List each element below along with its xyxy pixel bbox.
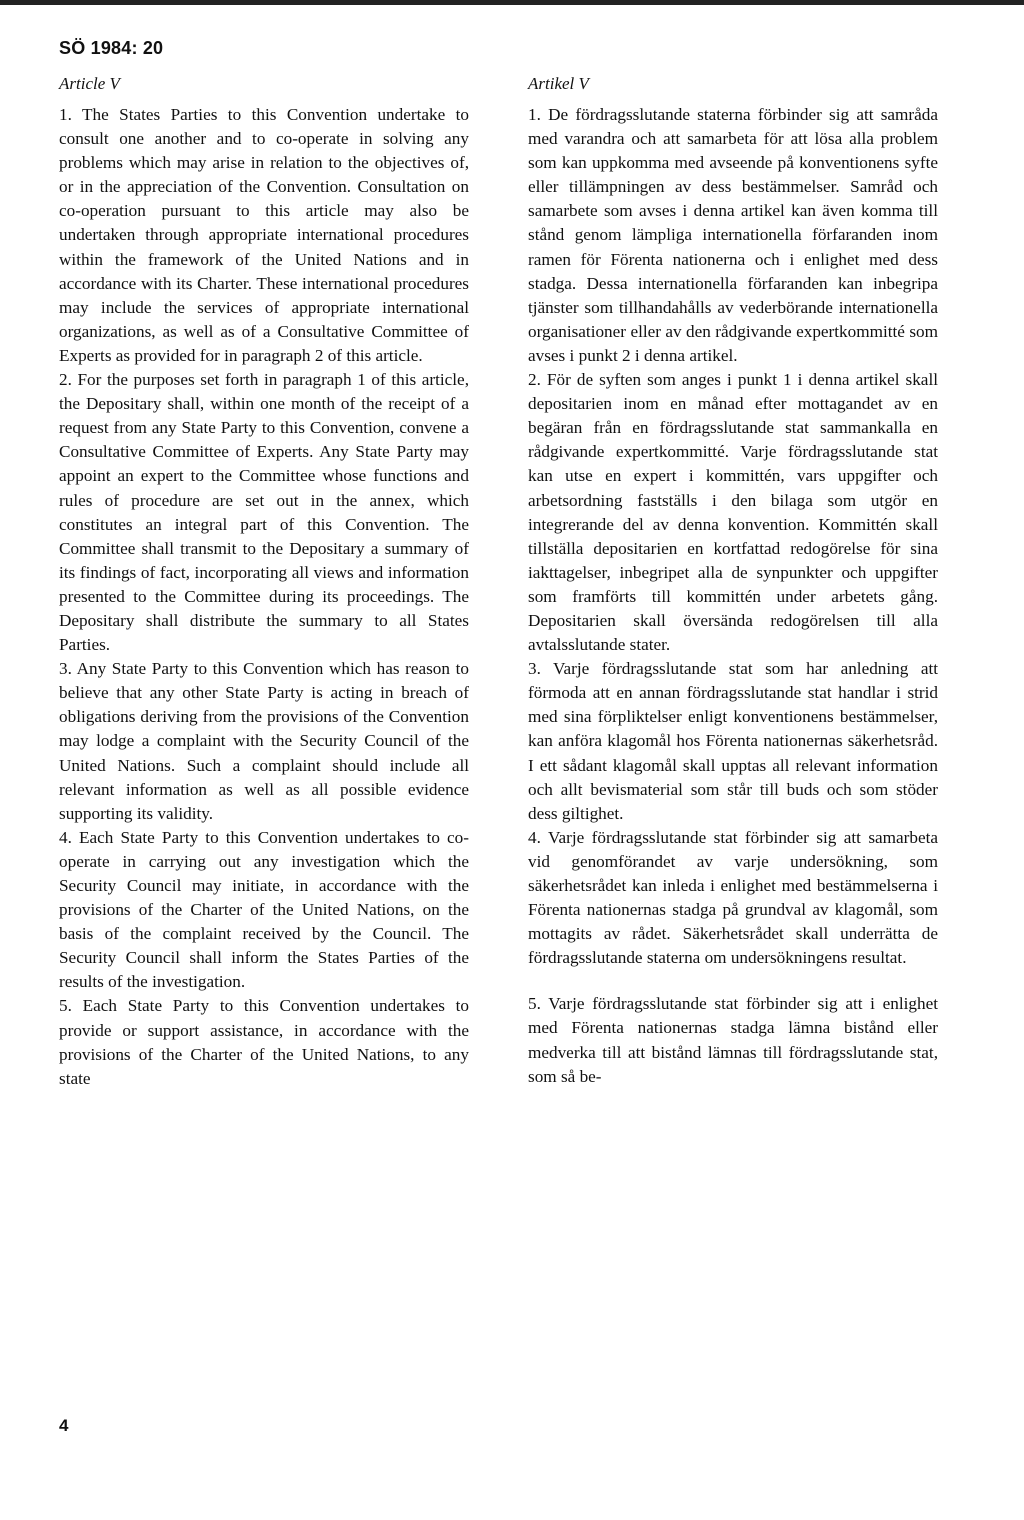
paragraph-spacer — [528, 970, 938, 992]
top-border-rule — [0, 0, 1024, 5]
paragraph-sv-1: 1. De fördragsslutande staterna förbinder sig att samråda med varandra och att samarbeta för att lösa alla problem som kan uppkomma med avseende på konventionens syfte eller tillämpningen av dess bestämmelser. Samråd och samarbete som avses i denna artikel kan även komma till stånd genom lämpliga internationella förfaranden inom ramen för Förenta nationerna och i enlighet med dess stadga. Dessa internationella förfaranden kan inbegripa tjänster som tillhandahålls av vederbörande internationella organisationer eller av den rådgivande expertkommitté som avses i punkt 2 i denna artikel. — [528, 105, 938, 365]
paragraph-en-2: 2. For the purposes set forth in paragraph 1 of this article, the Depositary shall, within one month of the receipt of a request from any State Party to this Convention, convene a Consultative Committee of Experts. Any State Party may appoint an expert to the Committee whose functions and rules of procedure are set out in the annex, which constitutes an integral part of this Convention. The Committee shall transmit to the Depositary a summary of its findings of fact, incorporating all views and information presented to the Committee during its proceedings. The Depositary shall distribute the summary to all States Parties. — [59, 370, 469, 655]
article-heading-sv: Artikel V — [528, 74, 589, 93]
paragraph-sv-2: 2. För de syften som anges i punkt 1 i denna artikel skall depositarien inom en månad efter mottagandet av en begäran från en fördragsslutande stat sammankalla en rådgivande expertkommitté. Varje fördragsslutande stat kan utse en expert i kommittén, vars uppgifter och arbetsordning fastställs i den bilaga som utgör en integrerande del av denna konvention. Kommittén skall tillställa depositarien en kortfattad redogörelse för sina iakttagelser, inbegripet alla de synpunkter och uppgifter som framförts till kommittén under arbetets gång. Depositarien skall översända redogörelsen till alla avtalsslutande stater. — [528, 370, 938, 655]
paragraph-en-1: 1. The States Parties to this Convention undertake to consult one another and to co-operate in solving any problems which may arise in relation to the objectives of, or in the appreciation of the Convention. Consultation on co-operation pursuant to this article may also be undertaken through appropriate international procedures within the framework of the United Nations and in accordance with its Charter. These international procedures may include the services of appropriate international organizations, as well as of a Consultative Committee of Experts as provided for in paragraph 2 of this article. — [59, 105, 469, 365]
english-column — [59, 72, 469, 1091]
paragraph-en-4: 4. Each State Party to this Convention undertakes to co-operate in carrying out any investigation which the Security Council may initiate, in accordance with the provisions of the Charter of the United Nations, on the basis of the complaint received by the Council. The Security Council shall inform the States Parties of the results of the investigation. — [59, 827, 469, 992]
paragraph-sv-5: 5. Varje fördragsslutande stat förbinder sig att i enlighet med Förenta nationernas stadga lämna bistånd eller medverka till att bistånd lämnas till fördragsslutande stat, som så be- — [528, 994, 938, 1086]
document-reference: SÖ 1984: 20 — [59, 38, 164, 58]
paragraph-sv-3: 3. Varje fördragsslutande stat som har anledning att förmoda att en annan fördragsslutande stat handlar i strid med sina förpliktelser enligt konventionens bestämmelser, kan anföra klagomål hos Förenta nationernas säkerhetsråd. I ett sådant klagomål skall upptas all relevant information och allt bevismaterial som står till buds och som stöder dess giltighet. — [528, 659, 938, 823]
page-number: 4 — [59, 1416, 69, 1435]
paragraph-en-3: 3. Any State Party to this Convention which has reason to believe that any other State Party is acting in breach of obligations deriving from the provisions of the Convention may lodge a complaint with the Security Council of the United Nations. Such a complaint should include all relevant information as well as all possible evidence supporting its validity. — [59, 659, 469, 823]
article-heading-en: Article V — [59, 74, 120, 93]
paragraph-en-5: 5. Each State Party to this Convention undertakes to provide or support assistance, in accordance with the provisions of the Charter of the United Nations, to any state — [59, 996, 469, 1088]
paragraph-sv-4: 4. Varje fördragsslutande stat förbinder sig att samarbeta vid genomförandet av varje undersökning, som säkerhetsrådet kan inleda i enlighet med bestämmelserna i Förenta nationernas stadga på grundval av klagomål, som mottagits av rådet. Säkerhetsrådet skall underrätta de fördragsslutande staterna om undersökningens resultat. — [528, 827, 938, 968]
swedish-column — [528, 72, 938, 1089]
